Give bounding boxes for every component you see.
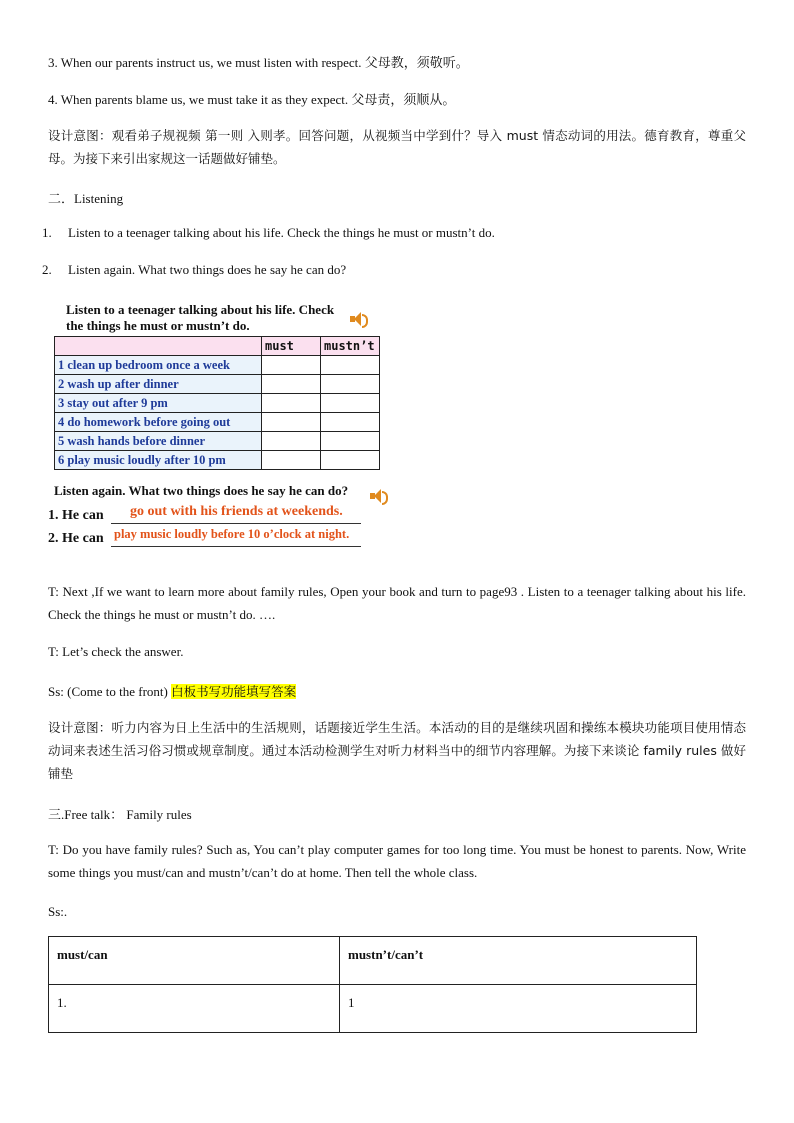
teacher-next-instruction: T: Next ,If we want to learn more about family rules, Open your book and turn to page93 . Listen to a teenager talking about his life. Check the things he must or mustn’t do. …. [48, 584, 746, 622]
task-2-number: 2. [42, 262, 52, 277]
students-come-front [48, 682, 296, 700]
question-2-label: 2. He can [48, 531, 104, 546]
rule-row: 2 wash up after dinner [55, 375, 262, 394]
section-listening-heading: 二．Listening [48, 191, 124, 206]
must-cell[interactable] [262, 394, 321, 413]
teacher-free-talk: T: Do you have family rules? Such as, You can’t play computer games for too long time. You must be honest to parents. Now, Write some things you must/can and mustn’t/can’t do at home. Then tell the whole class. [48, 842, 746, 880]
must-cell[interactable] [262, 451, 321, 470]
col-mustnt: mustn’t [321, 337, 380, 356]
mustnt-cell[interactable] [321, 432, 380, 451]
mustnt-cell[interactable] [321, 451, 380, 470]
question-1-label: 1. He can [48, 508, 104, 523]
rule-row: 1 clean up bedroom once a week [55, 356, 262, 375]
row-1-mustnt-cant[interactable]: 1 [340, 985, 697, 1033]
header-mustnt-cant: mustn’t/can’t [340, 937, 697, 985]
design-intent-2: 设计意图：听力内容为日上生活中的生活规则，话题接近学生生活。本活动的目的是继续巩固和操练本模块功能项目使用情态动词来表述生活习俗习惯或规章制度。通过本活动检测学生对听力材料当中的细节内容理解。为接下来谈论 family rules 做好铺垫 [48, 720, 746, 781]
teacher-check-answer: T: Let’s check the answer. [48, 644, 184, 659]
mustnt-cell[interactable] [321, 375, 380, 394]
rule-row: 6 play music loudly after 10 pm [55, 451, 262, 470]
answer-2-line [111, 546, 361, 547]
row-1-must-can[interactable]: 1. [49, 985, 340, 1033]
line-3: 3. When our parents instruct us, we must listen with respect. 父母教，须敬听。 [48, 55, 469, 70]
rule-row: 3 stay out after 9 pm [55, 394, 262, 413]
must-cell[interactable] [262, 356, 321, 375]
listen-again-prompt: Listen again. What two things does he say he can do? [54, 483, 349, 498]
must-cell[interactable] [262, 432, 321, 451]
slide-header-line-1: Listen to a teenager talking about his life. Check [66, 302, 335, 317]
slide-header [66, 302, 334, 334]
section-free-talk-heading: 三.Free talk： Family rules [48, 807, 192, 822]
task-1-number: 1. [42, 225, 52, 240]
design-intent-1: 设计意图：观看弟子规视频 第一则 入则孝。回答问题，从视频当中学到什？导入 must 情态动词的用法。德育教育，尊重父母。为接下来引出家规这一话题做好铺垫。 [48, 128, 746, 166]
mustnt-cell[interactable] [321, 394, 380, 413]
answer-1-line [111, 523, 361, 524]
students-come-front-text: Ss: (Come to the front) [48, 684, 168, 699]
whiteboard-highlight: 白板书写功能填写答案 [171, 684, 297, 699]
mustnt-cell[interactable] [321, 356, 380, 375]
students-label: Ss:. [48, 904, 68, 919]
table-corner [55, 337, 262, 356]
task-2-text: Listen again. What two things does he say he can do? [68, 262, 347, 277]
family-rules-table [48, 936, 697, 1033]
rule-row: 5 wash hands before dinner [55, 432, 262, 451]
mustnt-cell[interactable] [321, 413, 380, 432]
task-1-text: Listen to a teenager talking about his life. Check the things he must or mustn’t do. [68, 225, 495, 240]
header-must-can: must/can [49, 937, 340, 985]
must-mustnt-table [54, 336, 380, 470]
col-must: must [262, 337, 321, 356]
must-cell[interactable] [262, 375, 321, 394]
must-cell[interactable] [262, 413, 321, 432]
listening-slide-image [48, 300, 393, 552]
answer-1: go out with his friends at weekends. [130, 504, 343, 519]
speaker-icon[interactable] [370, 488, 388, 504]
rule-row: 4 do homework before going out [55, 413, 262, 432]
slide-header-line-2: the things he must or mustn’t do. [66, 318, 250, 333]
speaker-icon[interactable] [350, 311, 368, 327]
answer-2: play music loudly before 10 o’clock at night. [114, 527, 350, 541]
line-4: 4. When parents blame us, we must take it as they expect. 父母责，须顺从。 [48, 92, 456, 107]
